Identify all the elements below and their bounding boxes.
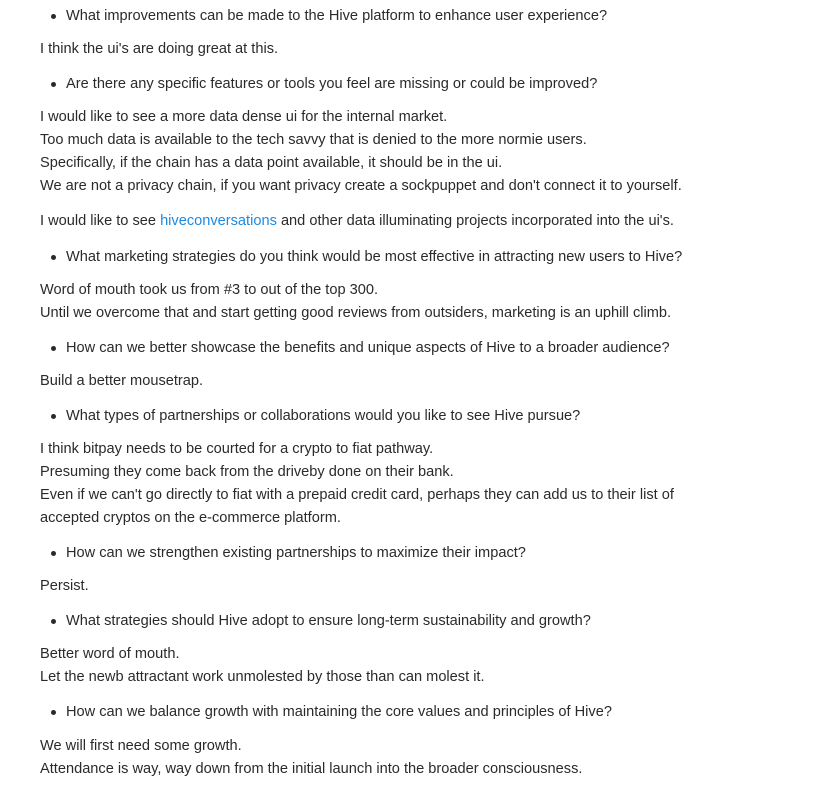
answer-line: Presuming they come back from the driveby done on their bank. — [40, 464, 454, 480]
question-bullet: What improvements can be made to the Hive platform to enhance user experience? — [66, 5, 607, 28]
answer-line: Better word of mouth. — [40, 646, 180, 662]
answer-line: Word of mouth took us from #3 to out of the top 300. — [40, 282, 379, 298]
answer-line: I would like to see a more data dense ui for the internal market. — [40, 109, 448, 125]
question-bullet: What strategies should Hive adopt to ensure long-term sustainability and growth? — [66, 610, 591, 633]
question-bullet: How can we strengthen existing partnerships to maximize their impact? — [66, 542, 526, 565]
answer-line: I think the ui's are doing great at this. — [40, 41, 279, 57]
question-bullet: What marketing strategies do you think would be most effective in attracting new users to Hive? — [66, 246, 682, 269]
answer-line: accepted cryptos on the e-commerce platform. — [40, 510, 341, 526]
answer-paragraph-with-link — [40, 210, 674, 233]
answer-line: We are not a privacy chain, if you want privacy create a sockpuppet and don't connect it to yourself. — [40, 178, 682, 194]
answer-line: Until we overcome that and start getting good reviews from outsiders, marketing is an uphill climb. — [40, 305, 672, 321]
answer-line: Attendance is way, way down from the initial launch into the broader consciousness. — [40, 761, 583, 777]
answer-line: Too much data is available to the tech savvy that is denied to the more normie users. — [40, 132, 587, 148]
answer-line: Even if we can't go directly to fiat with a prepaid credit card, perhaps they can add us to their list of — [40, 487, 674, 503]
answer-line: Let the newb attractant work unmolested by those than can molest it. — [40, 669, 485, 685]
answer-line: Specifically, if the chain has a data point available, it should be in the ui. — [40, 155, 503, 171]
question-bullet: What types of partnerships or collaborations would you like to see Hive pursue? — [66, 405, 580, 428]
question-bullet: Are there any specific features or tools you feel are missing or could be improved? — [66, 73, 597, 96]
question-bullet: How can we better showcase the benefits and unique aspects of Hive to a broader audience? — [66, 337, 670, 360]
answer-line: Persist. — [40, 578, 89, 594]
answer-text-after-link: and other data illuminating projects incorporated into the ui's. — [276, 213, 674, 229]
answer-line: I think bitpay needs to be courted for a crypto to fiat pathway. — [40, 441, 434, 457]
hiveconversations-link[interactable]: hiveconversations — [160, 213, 277, 229]
answer-line: Build a better mousetrap. — [40, 373, 204, 389]
answer-text-before-link: I would like to see — [40, 213, 161, 229]
question-bullet: How can we balance growth with maintaining the core values and principles of Hive? — [66, 701, 612, 724]
answer-line: We will first need some growth. — [40, 738, 242, 754]
